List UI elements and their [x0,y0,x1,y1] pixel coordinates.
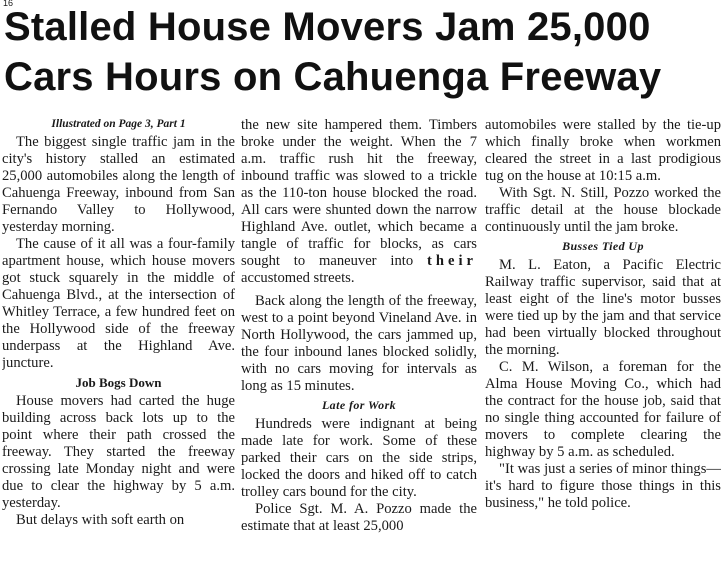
headline-line-2: Cars Hours on Cahuenga Freeway [4,55,662,99]
paragraph [241,117,477,287]
article-column-3 [485,117,721,572]
paragraph: "It was just a series of minor things—it's hard to figure those things in this business," he told police. [485,461,721,511]
paragraph: Police Sgt. M. A. Pozzo made the estimate that at least 25,000 [241,501,477,534]
page-mark: 16 [3,0,14,8]
paragraph: House movers had carted the huge building across back lots up to the point where their path crossed the freeway. They started the freeway crossing late Monday night and were due to clear the highway by 5 a.m. yesterday. [2,393,235,511]
spaced-word: their [427,253,477,269]
paragraph: But delays with soft earth on [16,512,185,528]
paragraph: automobiles were stalled by the tie-up which finally broke when workmen cleared the street in a last prodigious tug on the house at 10:15 a.m. [485,117,721,184]
paragraph: The cause of it all was a four-family apartment house, which house movers got stuck squarely in the middle of Cahuenga Blvd., at the intersection of Whitley Terrace, a few hundred feet on the Hollywood side of the freeway underpass at the Highland Ave. juncture. [2,236,235,371]
article-column-1 [2,117,235,572]
paragraph: Back along the length of the freeway, west to a point beyond Vineland Ave. in North Hollywood, the cars jammed up, the four inbound lanes blocked solidly, with no cars moving for intervals as long as 15 minutes. [241,293,477,394]
paragraph: The biggest single traffic jam in the city's history stalled an estimated 25,000 automobiles along the length of Cahuenga Freeway, inbound from San Fernando Valley to Hollywood, yesterday morning. [2,134,235,235]
paragraph-text: accustomed streets. [241,270,355,286]
paragraph: With Sgt. N. Still, Pozzo worked the traffic detail at the house blockade continuously until the jam broke. [485,185,721,235]
paragraph-text: the new site hampered them. Timbers broke under the weight. When the 7 a.m. traffic rush hit the freeway, inbound traffic was slowed to a trickle as the 110-ton house blocked the road. All cars were shunted down the narrow Highland Ave. outlet, which became a tangle of traffic for blocks, as cars sought to maneuver into [241,117,477,269]
headline-line-1: Stalled House Movers Jam 25,000 [4,5,651,49]
subheading-job-bogs-down: Job Bogs Down [75,375,162,390]
paragraph: C. M. Wilson, a foreman for the Alma House Moving Co., which had the contract for the house job, said that no single thing accounted for failure of movers to complete clearing the highway by 5 a.m. as scheduled. [485,359,721,460]
headline [4,2,722,102]
subheading-late-for-work: Late for Work [321,398,397,412]
paragraph: Hundreds were indignant at being made late for work. Some of these parked their cars on the side strips, locked the doors and hiked off to catch trolley cars bound for the city. [241,416,477,500]
subheading-busses-tied-up: Busses Tied Up [562,239,644,253]
paragraph: M. L. Eaton, a Pacific Electric Railway traffic supervisor, said that at least eight of the line's motor busses were tied up by the jam and that service had been virtually blocked throughout the morning. [485,257,721,358]
article-column-2 [241,117,477,572]
illustration-note: Illustrated on Page 3, Part 1 [51,118,186,130]
